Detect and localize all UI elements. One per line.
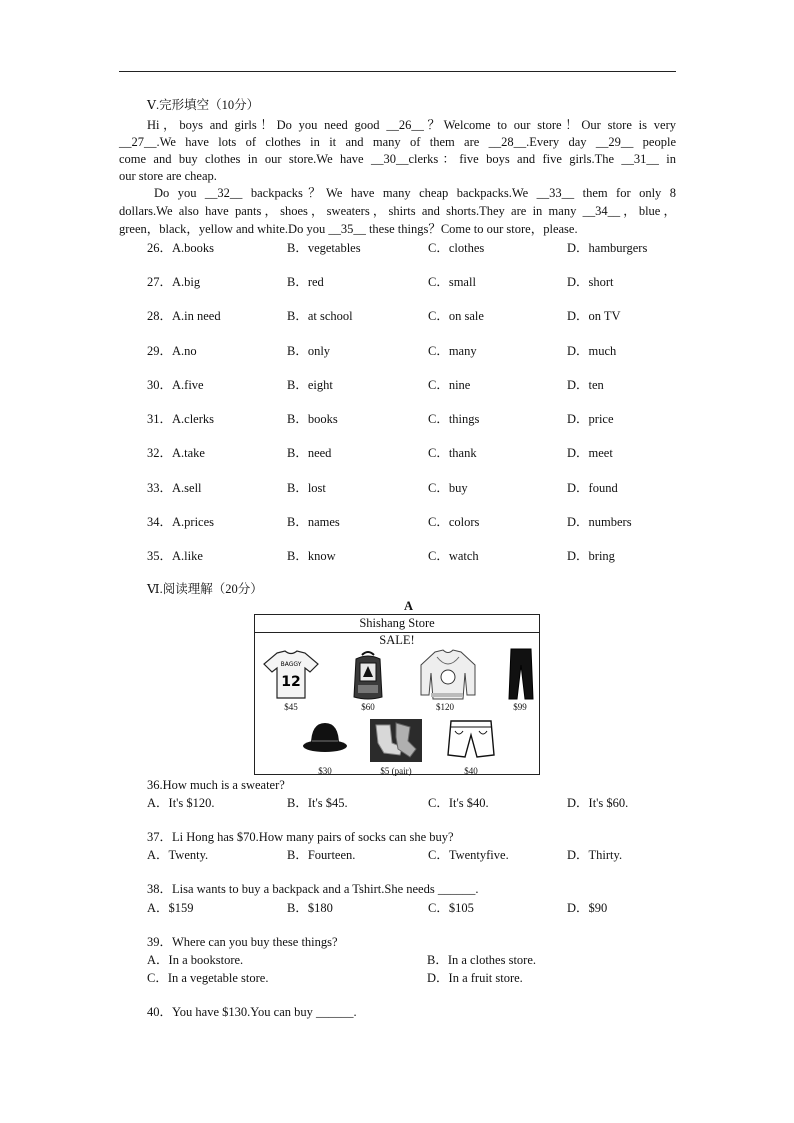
socks-icon bbox=[370, 719, 422, 762]
cloze-option-b[interactable]: B．eight bbox=[287, 378, 333, 392]
q38-option-d[interactable]: D．$90 bbox=[567, 901, 608, 915]
cloze-option-a[interactable]: 30．A.five bbox=[147, 378, 204, 392]
backpack-icon bbox=[348, 649, 388, 701]
cloze-option-a[interactable]: 35．A.like bbox=[147, 549, 203, 563]
cloze-question-row bbox=[147, 342, 707, 360]
cloze-option-b[interactable]: B．know bbox=[287, 549, 336, 563]
q39-option-b[interactable]: B．In a clothes store. bbox=[427, 953, 537, 967]
q39-option-c[interactable]: C．In a vegetable store. bbox=[147, 971, 269, 985]
cloze-option-b[interactable]: B．lost bbox=[287, 481, 326, 495]
question-39: 39．Where can you buy these things? bbox=[147, 935, 338, 949]
question-36: 36.How much is a sweater? bbox=[147, 778, 285, 792]
cloze-option-c[interactable]: C．watch bbox=[428, 549, 479, 563]
cloze-option-c[interactable]: C．colors bbox=[428, 515, 480, 529]
sweater-icon bbox=[417, 649, 479, 701]
q36-option-a[interactable]: A．It's $120. bbox=[147, 796, 215, 810]
cloze-option-c[interactable]: C．thank bbox=[428, 446, 477, 460]
cloze-option-a[interactable]: 27．A.big bbox=[147, 275, 201, 289]
q39-option-d[interactable]: D．In a fruit store. bbox=[427, 971, 523, 985]
cloze-option-b[interactable]: B．at school bbox=[287, 309, 353, 323]
q37-option-a[interactable]: A．Twenty. bbox=[147, 848, 209, 862]
store-ad bbox=[254, 614, 540, 775]
price-shorts: $40 bbox=[464, 766, 478, 776]
q39-option-a[interactable]: A．In a bookstore. bbox=[147, 953, 244, 967]
passage-label: A bbox=[404, 599, 414, 613]
store-name: Shishang Store bbox=[255, 615, 539, 633]
price-t-shirt: $45 bbox=[284, 702, 298, 712]
cloze-option-a[interactable]: 26．A.books bbox=[147, 241, 215, 255]
passage-line-4: our store are cheap. bbox=[119, 169, 217, 183]
price-backpack: $60 bbox=[361, 702, 375, 712]
hat-icon bbox=[301, 719, 349, 757]
cloze-question-row bbox=[147, 547, 707, 565]
q36-option-b[interactable]: B．It's $45. bbox=[287, 796, 348, 810]
cloze-option-a[interactable]: 28．A.in need bbox=[147, 309, 221, 323]
options-39-row2 bbox=[147, 969, 707, 987]
cloze-option-b[interactable]: B．red bbox=[287, 275, 324, 289]
options-36 bbox=[147, 794, 707, 812]
q37-option-d[interactable]: D．Thirty. bbox=[567, 848, 623, 862]
cloze-option-b[interactable]: B．books bbox=[287, 412, 338, 426]
cloze-question-row bbox=[147, 239, 707, 257]
price-hat: $30 bbox=[318, 766, 332, 776]
cloze-option-c[interactable]: C．on sale bbox=[428, 309, 484, 323]
options-39-row1 bbox=[147, 951, 707, 969]
cloze-option-d[interactable]: D．numbers bbox=[567, 515, 632, 529]
cloze-option-d[interactable]: D．on TV bbox=[567, 309, 621, 323]
cloze-option-a[interactable]: 31．A.clerks bbox=[147, 412, 214, 426]
cloze-question-row bbox=[147, 273, 707, 291]
passage-line-1: Hi，boys and girls！Do you need good __26__？Welcome to our store！Our store is very bbox=[147, 118, 676, 132]
q37-option-c[interactable]: C．Twentyfive. bbox=[428, 848, 509, 862]
cloze-question-row bbox=[147, 376, 707, 394]
cloze-option-b[interactable]: B．names bbox=[287, 515, 340, 529]
options-38 bbox=[147, 899, 707, 917]
cloze-option-c[interactable]: C．buy bbox=[428, 481, 468, 495]
pants-icon bbox=[507, 647, 535, 701]
price-sweater: $120 bbox=[436, 702, 454, 712]
sale-label: SALE! bbox=[379, 633, 415, 647]
cloze-option-b[interactable]: B．only bbox=[287, 344, 331, 358]
cloze-option-c[interactable]: C．small bbox=[428, 275, 476, 289]
cloze-option-a[interactable]: 33．A.sell bbox=[147, 481, 202, 495]
question-37: 37．Li Hong has $70.How many pairs of socks can she buy? bbox=[147, 830, 454, 844]
q38-option-a[interactable]: A．$159 bbox=[147, 901, 194, 915]
q37-option-b[interactable]: B．Fourteen. bbox=[287, 848, 356, 862]
cloze-option-b[interactable]: B．need bbox=[287, 446, 332, 460]
question-38: 38．Lisa wants to buy a backpack and a Tshirt.She needs ______. bbox=[147, 882, 479, 896]
cloze-option-d[interactable]: D．short bbox=[567, 275, 614, 289]
cloze-option-a[interactable]: 29．A.no bbox=[147, 344, 197, 358]
svg-text:12: 12 bbox=[281, 674, 301, 690]
question-40: 40．You have $130.You can buy ______. bbox=[147, 1005, 357, 1019]
cloze-option-c[interactable]: C．clothes bbox=[428, 241, 485, 255]
cloze-option-d[interactable]: D．meet bbox=[567, 446, 613, 460]
cloze-option-d[interactable]: D．much bbox=[567, 344, 617, 358]
cloze-question-row bbox=[147, 479, 707, 497]
cloze-option-d[interactable]: D．price bbox=[567, 412, 614, 426]
q38-option-c[interactable]: C．$105 bbox=[428, 901, 474, 915]
shorts-icon bbox=[447, 719, 495, 759]
section-title-reading: Ⅵ.阅读理解（20分） bbox=[147, 582, 263, 596]
passage-line-5: Do you __32__ backpacks？We have many cheap backpacks.We __33__ them for only 8 bbox=[154, 186, 676, 200]
cloze-option-b[interactable]: B．vegetables bbox=[287, 241, 361, 255]
section-title-cloze: Ⅴ.完形填空（10分） bbox=[147, 98, 260, 112]
options-37 bbox=[147, 846, 707, 864]
cloze-option-d[interactable]: D．hamburgers bbox=[567, 241, 648, 255]
top-rule bbox=[119, 71, 676, 72]
price-pants: $99 bbox=[513, 702, 527, 712]
passage-line-7: green，black，yellow and white.Do you __35__ these things？Come to our store，please. bbox=[119, 222, 578, 236]
cloze-question-row bbox=[147, 410, 707, 428]
cloze-question-row bbox=[147, 307, 707, 325]
cloze-option-a[interactable]: 32．A.take bbox=[147, 446, 205, 460]
t-shirt-icon bbox=[263, 650, 319, 700]
passage-line-2: __27__.We have lots of clothes in it and many of them are __28__.Every day __29__ people bbox=[119, 135, 676, 149]
cloze-question-row bbox=[147, 513, 707, 531]
price-socks: $5 (pair) bbox=[380, 766, 412, 776]
passage-line-6: dollars.We also have pants，shoes，sweaters，shirts and shorts.They are in many __34__，blue， bbox=[119, 204, 676, 218]
cloze-option-c[interactable]: C．things bbox=[428, 412, 480, 426]
cloze-option-d[interactable]: D．found bbox=[567, 481, 618, 495]
q36-option-c[interactable]: C．It's $40. bbox=[428, 796, 489, 810]
cloze-option-a[interactable]: 34．A.prices bbox=[147, 515, 214, 529]
cloze-option-c[interactable]: C．nine bbox=[428, 378, 471, 392]
q38-option-b[interactable]: B．$180 bbox=[287, 901, 333, 915]
cloze-question-row bbox=[147, 444, 707, 462]
cloze-option-d[interactable]: D．bring bbox=[567, 549, 615, 563]
cloze-option-d[interactable]: D．ten bbox=[567, 378, 604, 392]
svg-text:BAGGY: BAGGY bbox=[280, 661, 302, 668]
passage-line-3: come and buy clothes in our store.We have __30__clerks：five boys and five girls.The __31__ in bbox=[119, 152, 676, 166]
q36-option-d[interactable]: D．It's $60. bbox=[567, 796, 629, 810]
cloze-option-c[interactable]: C．many bbox=[428, 344, 477, 358]
